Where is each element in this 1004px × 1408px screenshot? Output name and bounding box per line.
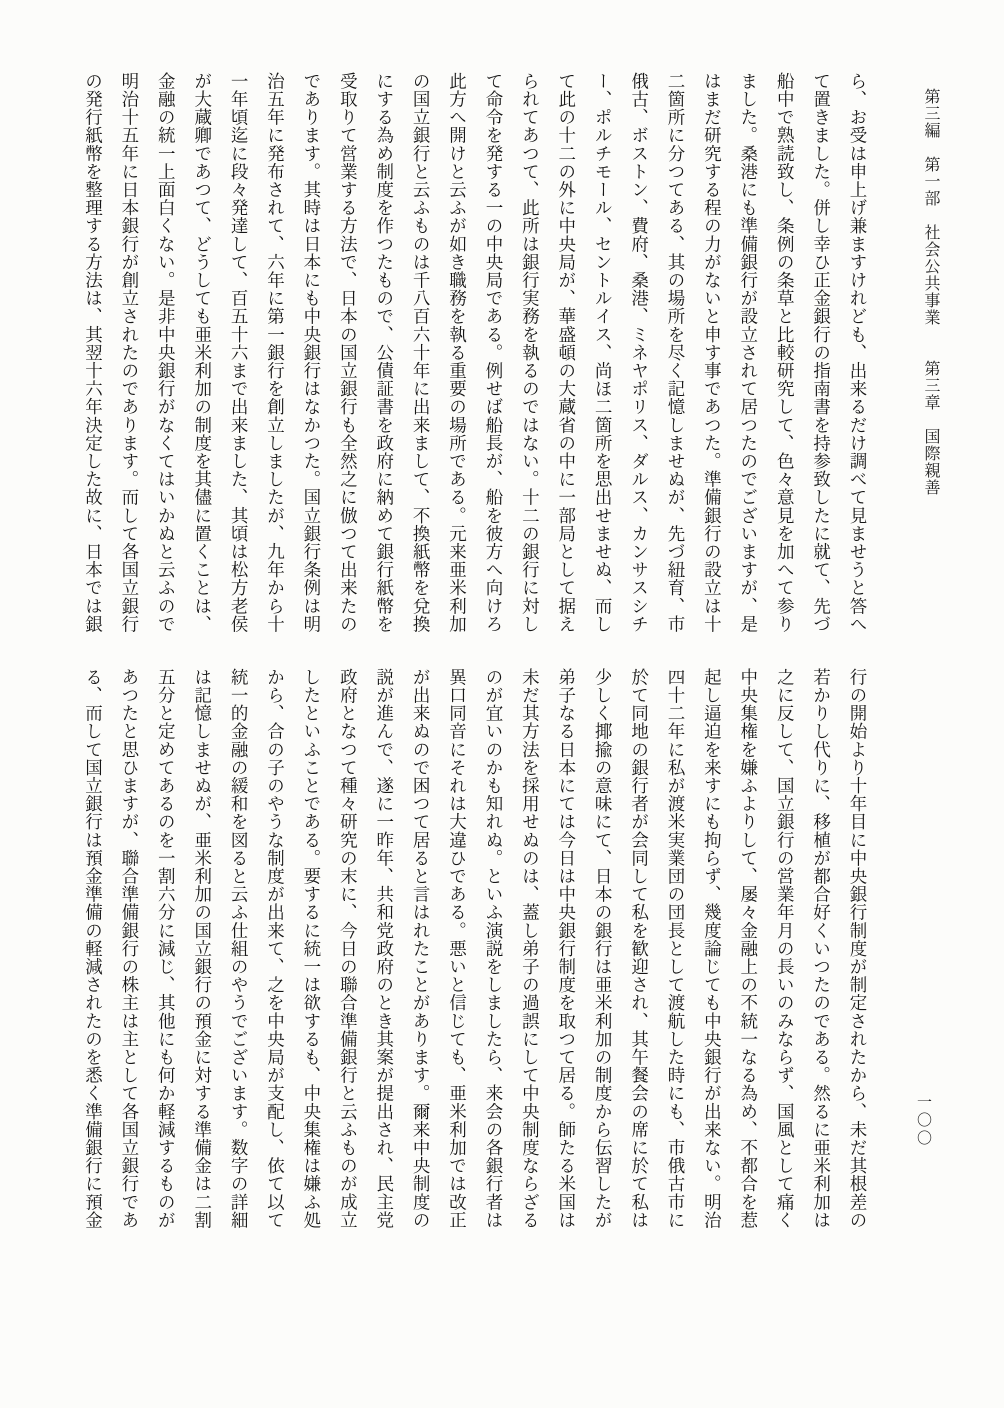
text-column: から、合の子のやうな制度が出来て、之を中央局が支配し、依て以て — [265, 668, 286, 1230]
text-column: 起し逼迫を来すにも拘らず、幾度論じても中央銀行が出来ない。明治 — [702, 668, 723, 1230]
text-block-bottom — [75, 668, 876, 1252]
text-column: したといふことである。要するに統一は欲するも、中央集権は嫌ふ処 — [301, 668, 322, 1230]
text-column: 統一的金融の緩和を図ると云ふ仕組のやうでございます。数字の詳細 — [229, 668, 250, 1230]
text-column: が出来ぬので困つて居ると言はれたことがあります。爾来中央制度の — [411, 668, 432, 1230]
text-column: 二箇所に分つてある、其の場所を尽く記憶しませぬが、先づ紐育、市 — [665, 72, 686, 634]
running-head: 第三編 第一部 社会公共事業 第三章 国際親善 — [922, 88, 939, 496]
text-column: 於て同地の銀行者が会同して私を歓迎され、其午餐会の席に於て私は — [629, 668, 650, 1230]
text-column: ました。桑港にも準備銀行が設立されて居つたのでございますが、是 — [738, 72, 759, 634]
text-column: 四十二年に私が渡米実業団の団長として渡航した時にも、市俄古市に — [665, 668, 686, 1230]
text-column: は記憶しませぬが、亜米利加の国立銀行の預金に対する準備金は二割 — [192, 668, 213, 1230]
text-column: のが宜いのかも知れぬ。といふ演説をしましたら、来会の各銀行者は — [483, 668, 504, 1230]
text-column: て此の十二の外に中央局が、華盛頓の大蔵省の中に一部局として据え — [556, 72, 577, 634]
text-column: の発行紙幣を整理する方法は、其翌十六年決定した故に、日本では銀 — [83, 72, 104, 634]
text-column: 行の開始より十年目に中央銀行制度が制定されたから、未だ其根差の — [848, 668, 868, 1230]
text-column: の国立銀行と云ふものは千八百六十年に出来まして、不換紙幣を兌換 — [411, 72, 432, 634]
text-column: 明治十五年に日本銀行が創立されたのであります。而して各国立銀行 — [119, 72, 140, 634]
text-column: 一年頃迄に段々発達して、百五十六まで出来ました、其頃は松方老侯 — [229, 72, 250, 634]
text-column: 受取りて営業する方法で、日本の国立銀行も全然之に倣つて出来たの — [338, 72, 359, 634]
text-column: 政府となつて種々研究の末に、今日の聯合準備銀行と云ふものが成立 — [338, 668, 359, 1230]
text-column: 異口同音にそれは大違ひである。悪いと信じても、亜米利加では改正 — [447, 668, 468, 1230]
text-column: 未だ其方法を採用せぬのは、蓋し弟子の過誤にして中央制度ならざる — [520, 668, 541, 1230]
text-column: ら、お受は申上げ兼ますけれども、出来るだけ調べて見ませうと答へ — [848, 72, 868, 634]
text-column: 説が進んで、遂に一昨年、共和党政府のとき其案が提出され、民主党 — [374, 668, 395, 1230]
text-column: 若かりし代りに、移植が都合好くいつたのである。然るに亜米利加は — [811, 668, 832, 1230]
text-column: 俄古、ボストン、費府、桑港、ミネヤポリス、ダルス、カンサスシチ — [629, 72, 650, 634]
text-column: 少しく揶揄の意味にて、日本の銀行は亜米利加の制度から伝習したが — [593, 668, 614, 1230]
text-column: にする為め制度を作つたもので、公債証書を政府に納めて銀行紙幣を — [374, 72, 395, 634]
text-column: 弟子なる日本にては今日は中央銀行制度を取つて居る。師たる米国は — [556, 668, 577, 1230]
text-column: 五分と定めてあるのを一割六分に減じ、其他にも何か軽減するものが — [156, 668, 177, 1230]
text-column: が大蔵卿であつて、どうしても亜米利加の制度を其儘に置くことは、 — [192, 72, 213, 634]
text-column: て命令を発する一の中央局である。例せば船長が、船を彼方へ向けろ — [483, 72, 504, 634]
text-column: 治五年に発布されて、六年に第一銀行を創立しましたが、九年から十 — [265, 72, 286, 634]
text-column: あつたと思ひますが、聯合準備銀行の株主は主として各国立銀行であ — [119, 668, 140, 1230]
page-number: 一〇〇 — [915, 1094, 931, 1148]
text-column: て置きました。併し幸ひ正金銀行の指南書を持参致したに就て、先づ — [811, 72, 832, 634]
text-column: ー、ポルチモール、セントルイス、尚ほ二箇所を思出せませぬ、而し — [593, 72, 614, 634]
text-block-top — [75, 72, 876, 656]
text-column: 中央集権を嫌ふよりして、屡々金融上の不統一なる為め、不都合を惹 — [738, 668, 759, 1230]
text-column: であります。其時は日本にも中央銀行はなかつた。国立銀行条例は明 — [301, 72, 322, 634]
text-column: 船中で熟読致し、条例の条草と比較研究して、色々意見を加へて参り — [775, 72, 796, 634]
text-column: る、而して国立銀行は預金準備の軽減されたのを悉く準備銀行に預金 — [83, 668, 104, 1230]
text-column: はまだ研究する程の力がないと申す事であつた。準備銀行の設立は十 — [702, 72, 723, 634]
text-column: 之に反して、国立銀行の営業年月の長いのみならず、国風として痛く — [775, 668, 796, 1230]
text-column: られてあつて、此所は銀行実務を執るのではない。十二の銀行に対し — [520, 72, 541, 634]
text-column: 金融の統一上面白くない。是非中央銀行がなくてはいかぬと云ふので — [156, 72, 177, 634]
text-column: 此方へ開けと云ふが如き職務を執る重要の場所である。元来亜米利加 — [447, 72, 468, 634]
